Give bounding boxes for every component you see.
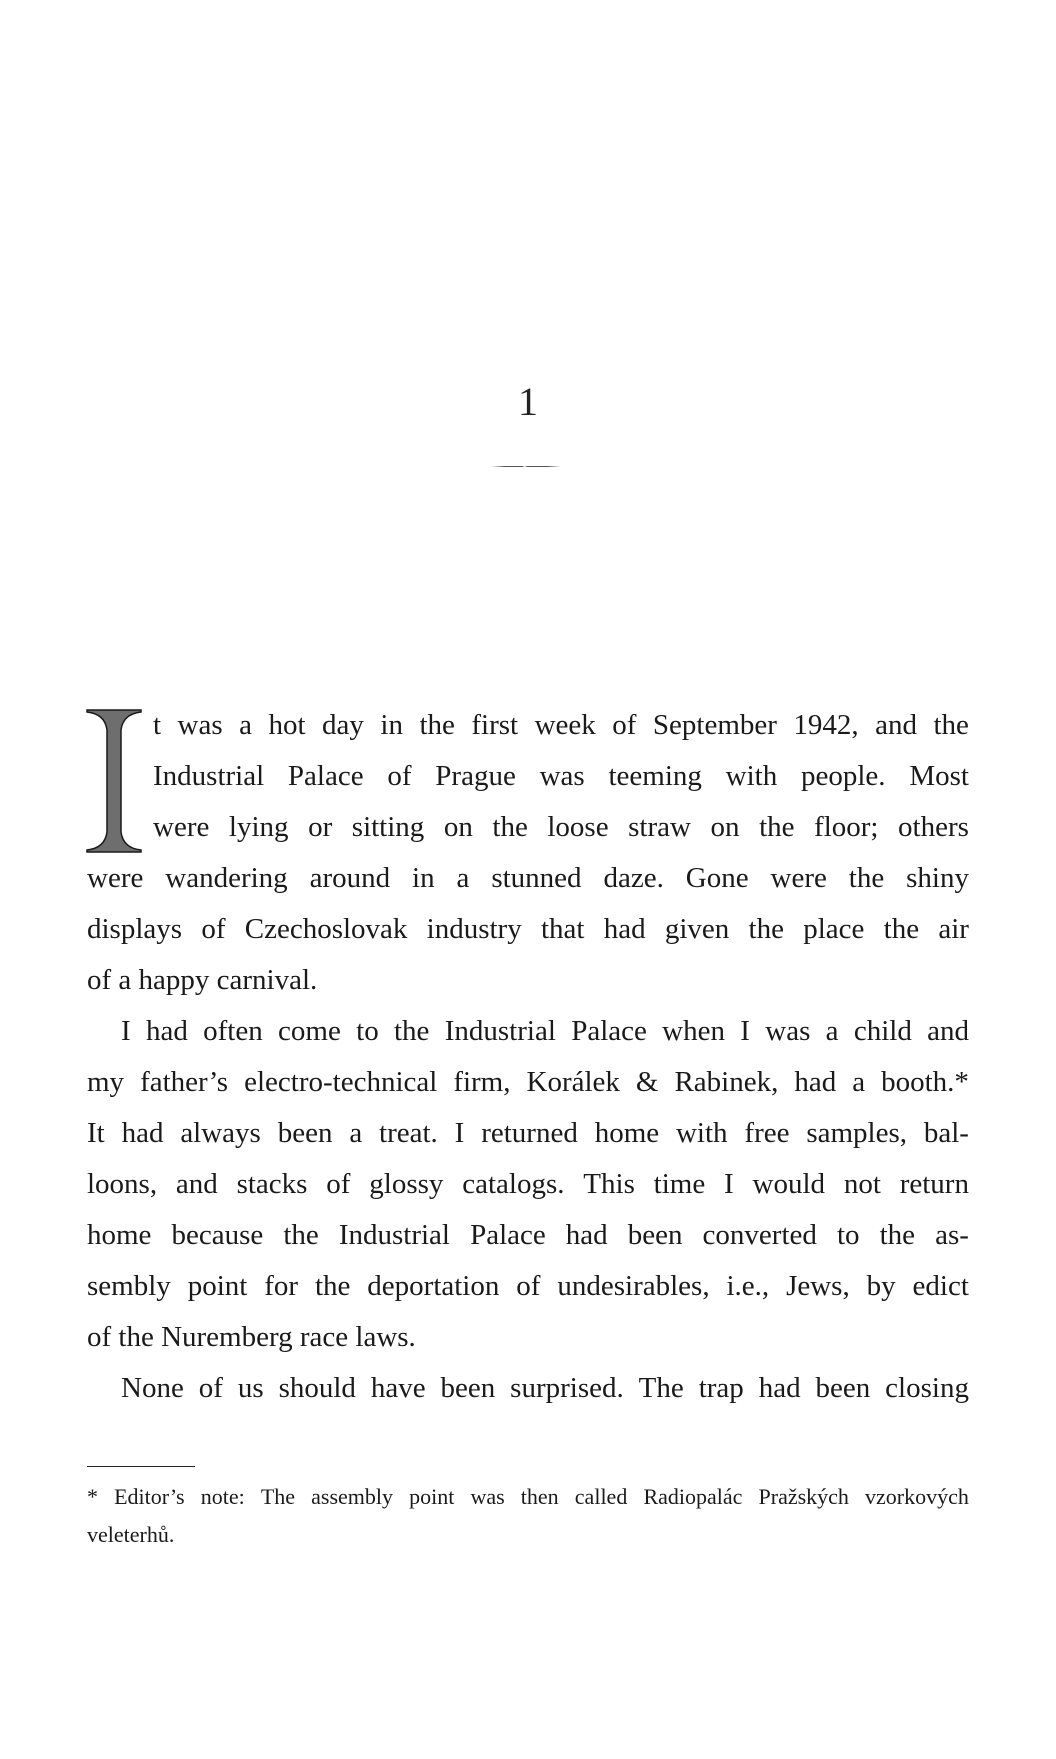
chapter-body: [87, 700, 969, 1414]
text-line: I had often come to the Industrial Palace when I was a child and: [121, 1015, 969, 1047]
chapter-number: 1: [518, 379, 538, 424]
text-line: my father’s electro-technical firm, Korálek & Rabinek, had a booth.*: [87, 1066, 969, 1098]
text-line: displays of Czechoslovak industry that had given the place the air: [87, 913, 969, 945]
text-line: Industrial Palace of Prague was teeming with people. Most: [153, 760, 969, 792]
text-line: were wandering around in a stunned daze. Gone were the shiny: [87, 862, 969, 894]
text-line: of a happy carnival.: [87, 964, 318, 996]
footnote-line: veleterhů.: [87, 1522, 175, 1547]
text-line: t was a hot day in the first week of September 1942, and the: [153, 709, 969, 741]
text-line: of the Nuremberg race laws.: [87, 1321, 416, 1353]
footnote-line: * Editor’s note: The assembly point was then called Radiopalác Pražských vzorkových: [87, 1484, 969, 1509]
text-line: None of us should have been surprised. The trap had been closing: [121, 1372, 969, 1404]
text-line: loons, and stacks of glossy catalogs. This time I would not return: [87, 1168, 969, 1200]
footnote: [87, 1478, 969, 1554]
footnote-separator: [87, 1466, 195, 1467]
drop-cap-letter-i: [83, 708, 145, 854]
text-line: sembly point for the deportation of undesirables, i.e., Jews, by edict: [87, 1270, 969, 1302]
chapter-ornament-rule: [491, 466, 561, 467]
text-line: were lying or sitting on the loose straw on the floor; others: [153, 811, 969, 843]
text-line: It had always been a treat. I returned home with free samples, bal-: [87, 1117, 969, 1149]
text-line: home because the Industrial Palace had been converted to the as-: [87, 1219, 969, 1251]
